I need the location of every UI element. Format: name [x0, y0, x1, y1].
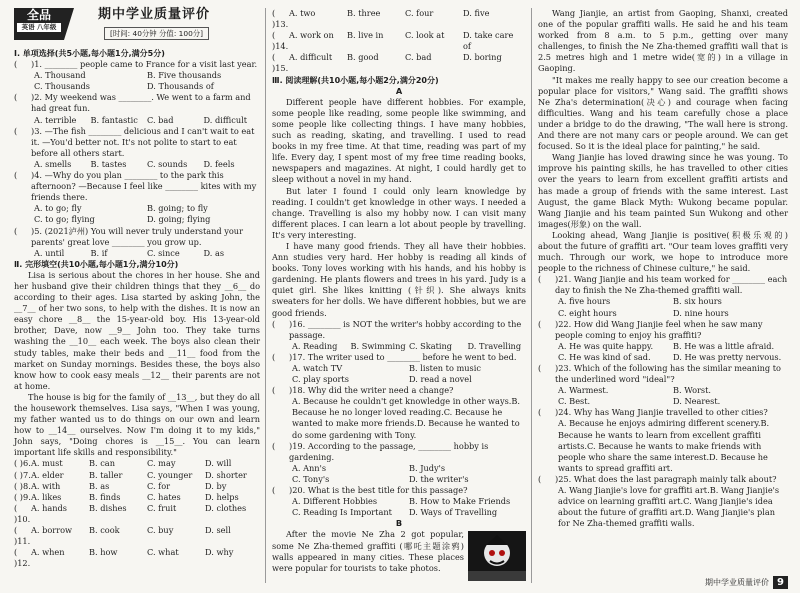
- answer-option: A. must: [31, 458, 63, 469]
- answer-option: C. play sports: [292, 374, 349, 385]
- answer-option: D. Wang Jianjie's plan for Ne Zha-themed graffiti walls.: [558, 507, 776, 529]
- question-number: )2.: [31, 92, 43, 103]
- answer-option: D. why: [205, 547, 234, 558]
- option-group: [14, 159, 260, 170]
- cloze-options: [272, 8, 526, 75]
- answer-option: A. Reading: [292, 340, 338, 351]
- answer-option: A. smells: [34, 158, 72, 169]
- question-text: Why did the writer need a change?: [307, 385, 454, 396]
- question-number-text: )12.: [14, 558, 31, 569]
- question-number: )21.: [555, 274, 572, 285]
- option-group: [272, 496, 526, 518]
- answer-option: D. He was pretty nervous.: [673, 351, 782, 362]
- answer-bracket[interactable]: (: [538, 407, 542, 418]
- answer-option: C. hates: [147, 491, 181, 502]
- answer-option: B. six hours: [673, 296, 722, 307]
- passage-paragraph: "It makes me really happy to see our creation become a popular place for visitors," Wang said. The graffiti shows Ne Zha's determination(决心) and courage when facing difficulties. Wang and his team carefully chose a place under a bridge to do the drawing, "The wall here is strong. And there are not many cars or people around. We can get focused. So it is the ideal place for painting," he said.: [538, 74, 788, 152]
- answer-option: D. Because he wants to spread graffiti art.: [558, 451, 768, 473]
- question-text: ________ people came to France for a visit last year.: [44, 59, 258, 70]
- question-number-text: )6.: [19, 458, 31, 469]
- answer-option: A. to go; fly: [34, 203, 82, 214]
- answer-option: D. read a novel: [409, 374, 472, 385]
- answer-option: B. three: [347, 8, 381, 18]
- question-body: [289, 352, 516, 363]
- answer-option: B. Wang Jianjie's advice on learning graffiti art.: [558, 485, 780, 507]
- answer-option: A. work on: [289, 30, 334, 41]
- question-number-text: )7.: [19, 469, 31, 480]
- page-title: 期中学业质量评价: [98, 7, 211, 22]
- cloze-option-row: [272, 8, 526, 30]
- answer-option: B. How to Make Friends: [409, 496, 511, 507]
- question-number-text: )9.: [19, 491, 31, 502]
- question-number: )17.: [289, 351, 306, 362]
- question-number: (: [272, 30, 276, 41]
- answer-bracket[interactable]: [272, 52, 289, 74]
- question-number: (: [14, 491, 20, 502]
- question-item: [538, 407, 788, 418]
- answer-option: C. Reading Is Important: [292, 507, 392, 518]
- brand-logo: 全品 英语 八年级: [14, 8, 64, 40]
- question-item: [272, 385, 526, 396]
- answer-option: C. bad: [405, 52, 432, 63]
- cloze-option-row: [14, 470, 260, 481]
- answer-option: D. helps: [205, 491, 239, 502]
- question-item: [538, 274, 788, 296]
- answer-option: D. the writer's: [409, 473, 469, 484]
- question-item: [14, 226, 260, 248]
- cloze-option-row: [272, 30, 526, 52]
- question-number: (: [14, 458, 20, 469]
- question-body: [555, 407, 768, 418]
- answer-option: B. how: [89, 547, 118, 558]
- question-body: [289, 441, 526, 463]
- question-text: —The fish ________ delicious and I can't wait to eat it. —You'd better not. It's not polite to start to eat before all others start.: [31, 125, 255, 158]
- answer-option: B. if: [90, 247, 108, 258]
- question-number: )25.: [555, 473, 572, 484]
- answer-option: C. younger: [147, 469, 193, 480]
- question-text: What is the best title for this passage?: [307, 485, 468, 496]
- section-title: Ⅲ. 阅读理解(共10小题,每小题2分,满分20分): [272, 75, 439, 85]
- option-group: [14, 70, 260, 92]
- question-body: [555, 474, 777, 485]
- question-number-text: )10.: [14, 513, 31, 524]
- answer-option: B. finds: [89, 491, 121, 502]
- cloze-option-row: [14, 525, 260, 547]
- passage-paragraph: After the movie Ne Zha 2 got popular, some Ne Zha-themed graffiti (哪吒主题涂鸦) walls appeared in many cities. These places were popular for tourists to take photos.: [272, 529, 464, 573]
- answer-option: C. four: [405, 8, 434, 18]
- question-number: (: [14, 502, 18, 513]
- question-number: )1.: [31, 59, 43, 70]
- question-number: )24.: [555, 407, 572, 418]
- answer-bracket[interactable]: (: [538, 274, 542, 285]
- answer-option: D. going; flying: [147, 214, 211, 225]
- question-number-text: )13.: [272, 19, 289, 30]
- answer-option: A. five hours: [558, 296, 611, 307]
- question-list: [538, 274, 788, 529]
- question-number: (: [14, 525, 18, 536]
- question-number: (: [14, 469, 20, 480]
- question-body: [31, 170, 260, 203]
- answer-option: A. borrow: [31, 525, 73, 536]
- answer-bracket[interactable]: (: [272, 485, 276, 496]
- answer-bracket[interactable]: (: [272, 318, 276, 329]
- answer-bracket[interactable]: [14, 525, 31, 547]
- answer-option: A. Warmest.: [558, 385, 609, 396]
- question-body: [555, 363, 788, 385]
- cloze-option-row: [14, 492, 260, 503]
- column-divider: [265, 8, 266, 583]
- answer-bracket[interactable]: (: [14, 59, 18, 70]
- passage-paragraph: But later I found I could only learn knowledge by reading. I couldn't get knowledge in other ways. I needed a change. Travelling is also my hobby now. I can visit many different places. I can learn a lot about people by travelling. It's very interesting.: [272, 185, 526, 240]
- question-text: How did Wang Jianjie feel when he saw many people coming to enjoy his graffiti?: [555, 318, 763, 340]
- answer-bracket[interactable]: (: [538, 318, 542, 329]
- passage-paragraph: Different people have different hobbies. For example, some people like reading, some people like swimming, and some people like collecting things. I have many hobbies, such as reading, skating, and travelling. I used to read books in my free time. At that time, reading was part of my life. Every day, I spent most of my free time reading books, newspapers and magazines. At night, I could hardly get to sleep without a novel in my hand.: [272, 96, 526, 185]
- answer-option: D. feels: [203, 158, 235, 169]
- question-item: [538, 474, 788, 485]
- answer-option: C. since: [147, 247, 180, 258]
- answer-option: A. until: [34, 247, 65, 258]
- answer-option: B. going; to fly: [147, 203, 208, 214]
- answer-bracket[interactable]: [14, 547, 31, 569]
- answer-option: D. boring: [463, 52, 502, 63]
- answer-option: A. with: [31, 480, 61, 491]
- answer-bracket[interactable]: (: [14, 225, 18, 236]
- question-item: [14, 126, 260, 159]
- question-body: [555, 274, 788, 296]
- question-text: The writer used to ________ before he went to bed.: [307, 351, 517, 362]
- answer-option: B. Five thousands: [147, 70, 222, 81]
- answer-bracket[interactable]: [14, 481, 31, 492]
- answer-option: B. fantastic: [90, 114, 138, 125]
- question-item: [272, 319, 526, 341]
- answer-option: D. as: [203, 247, 225, 258]
- question-text: (2021泸州) You will never truly understand your parents' great love ________ you grow up.: [31, 225, 243, 247]
- option-group: [538, 341, 788, 363]
- question-body: [555, 319, 788, 341]
- question-body: [31, 92, 260, 114]
- answer-option: B. Because he wants to learn from excellent graffiti artists.: [558, 418, 770, 451]
- answer-option: C. what: [147, 547, 179, 558]
- cloze-option-row: [272, 52, 526, 74]
- passage-paragraph: I have many good friends. They all have their hobbies. Ann studies very hard. Her hobby is reading all kinds of books. Tony loves working with his hands, and his hobby is gardening. He plants flowers and trees in his yard. Judy is a quiet girl. She likes knitting (针织). She always knits sweaters for her dolls. We have different hobbies, but we are good friends.: [272, 240, 526, 318]
- question-number: )19.: [289, 440, 306, 451]
- question-number: (: [14, 480, 20, 491]
- answer-option: D. will: [205, 458, 232, 469]
- answer-option: A. elder: [31, 469, 64, 480]
- question-item: [272, 485, 526, 496]
- page-footer: [705, 576, 788, 589]
- answer-option: A. Because he couldn't get knowledge in other ways.: [292, 396, 512, 407]
- answer-option: A. He was quite happy.: [558, 340, 654, 351]
- question-number: (: [272, 52, 276, 63]
- question-number-text: )11.: [14, 536, 31, 547]
- question-number: (: [272, 8, 276, 18]
- answer-option: C. buy: [147, 525, 174, 536]
- answer-option: B. Judy's: [409, 462, 446, 473]
- answer-option: B. live in: [347, 30, 384, 41]
- answer-option: C. Wang Jianjie's idea about the future of graffiti art.: [558, 496, 773, 518]
- answer-option: A. terrible: [34, 114, 77, 125]
- cloze-option-row: [14, 547, 260, 569]
- question-number: )4.: [31, 170, 43, 181]
- question-body: [31, 126, 260, 159]
- question-text: My weekend was ________. We went to a farm and had great fun.: [31, 92, 251, 114]
- section-title: Ⅰ. 单项选择(共5小题,每小题1分,满分5分): [14, 49, 165, 58]
- answer-option: C. for: [147, 480, 171, 491]
- answer-option: B. Swimming: [350, 340, 406, 351]
- passage-paragraph: Wang Jianjie, an artist from Gaoping, Shanxi, created one of the popular graffiti walls. He said he and his team worked from 8 a.m. to 5 p.m., getting over many challenges, to finish the Ne Zha-themed graffiti wall that is 2.5 metres high and 1 metre wide(宽的) in a village in Gaoping.: [538, 8, 788, 74]
- answer-option: D. by: [205, 480, 227, 491]
- passage-label: B: [395, 518, 403, 529]
- answer-option: B. He was a little afraid.: [673, 340, 775, 351]
- option-group: [538, 385, 788, 407]
- answer-option: A. Thousand: [34, 70, 86, 81]
- question-text: What does the last paragraph mainly talk about?: [573, 473, 777, 484]
- question-text: ________ is NOT the writer's hobby according to the passage.: [289, 318, 522, 340]
- answer-option: D. five: [463, 8, 490, 18]
- question-item: [14, 92, 260, 114]
- answer-bracket[interactable]: [14, 503, 31, 525]
- answer-option: C. eight hours: [558, 307, 617, 318]
- question-number: )16.: [289, 318, 306, 329]
- option-group: [14, 115, 260, 126]
- answer-option: C. look at: [405, 30, 445, 41]
- option-group: [14, 203, 260, 225]
- answer-option: D. clothes: [205, 502, 247, 513]
- question-item: [272, 352, 526, 363]
- question-number: )18.: [289, 385, 306, 396]
- cloze-paragraph: The house is big for the family of __13__, but they do all the housework themselves. Lisa says, "When I was young, my father wanted us to do things on our own and learn how to __14__ ourselves. Now I'm doing it to my kids," John says, "Doing chores is __15__. You can learn important life skills and responsibility.": [14, 391, 260, 458]
- answer-bracket[interactable]: [14, 492, 31, 503]
- question-item: [14, 59, 260, 70]
- passage-paragraph: Looking ahead, Wang Jianjie is positive(积极乐观的) about the future of graffiti art. "Our team loves graffiti very much. Through our work, we hope to introduce more people to the richness of Chinese culture," he said.: [538, 229, 788, 274]
- question-number: (: [14, 547, 18, 558]
- question-text: According to the passage, ________ hobby is gardening.: [289, 440, 489, 462]
- answer-bracket[interactable]: (: [272, 351, 276, 362]
- answer-bracket[interactable]: [14, 470, 31, 481]
- question-list: [272, 319, 526, 519]
- answer-option: A. watch TV: [292, 363, 343, 373]
- answer-option: C. bad: [147, 114, 174, 125]
- answer-option: C. Skating: [409, 340, 453, 351]
- answer-option: C. He was kind of sad.: [558, 351, 651, 362]
- question-number: )23.: [555, 363, 572, 373]
- cloze-option-row: [14, 503, 260, 525]
- question-item: [538, 363, 788, 385]
- column-divider: [531, 8, 532, 583]
- question-text: Which of the following has the similar meaning to the underlined word "ideal"?: [555, 363, 781, 385]
- answer-option: D. nine hours: [673, 307, 729, 318]
- answer-option: D. Nearest.: [673, 396, 721, 407]
- column-2: [272, 8, 526, 581]
- column-3: [538, 8, 788, 529]
- answer-bracket[interactable]: [272, 8, 289, 30]
- answer-option: B. can: [89, 458, 115, 469]
- answer-bracket[interactable]: (: [538, 363, 542, 373]
- question-number: )22.: [555, 318, 572, 329]
- answer-option: B. listen to music: [409, 363, 481, 373]
- answer-option: C. Because he wants to make friends with people who share the same interest.: [558, 440, 762, 462]
- question-number: )5.: [31, 225, 43, 236]
- answer-option: B. Because he no longer loved reading.: [292, 396, 520, 418]
- question-body: [31, 226, 260, 248]
- answer-option: C. Because he wanted to make more friends.: [292, 407, 503, 429]
- answer-option: C. may: [147, 458, 176, 469]
- option-group: [272, 396, 526, 440]
- page-number: 9: [773, 576, 788, 589]
- answer-option: D. take care of: [463, 30, 514, 52]
- answer-option: D. sell: [205, 525, 231, 536]
- question-number: )20.: [289, 485, 306, 496]
- answer-bracket[interactable]: (: [14, 125, 18, 136]
- answer-bracket[interactable]: (: [538, 473, 542, 484]
- question-item: [14, 170, 260, 203]
- option-group: [538, 296, 788, 318]
- section-title: Ⅱ. 完形填空(共10小题,每小题1分,满分10分): [14, 259, 179, 269]
- answer-option: C. to go; flying: [34, 214, 95, 225]
- option-group: [538, 418, 788, 473]
- question-body: [31, 59, 257, 70]
- answer-option: A. hands: [31, 502, 67, 513]
- question-list: [14, 59, 260, 259]
- option-group: [14, 248, 260, 259]
- answer-bracket[interactable]: (: [272, 440, 276, 451]
- answer-bracket[interactable]: [14, 458, 31, 469]
- footer-label: 期中学业质量评价: [705, 578, 770, 587]
- question-item: [272, 441, 526, 463]
- graffiti-photo: [468, 531, 526, 581]
- answer-option: C. sounds: [147, 158, 188, 169]
- cloze-options: [14, 458, 260, 569]
- answer-option: A. difficult: [289, 52, 333, 63]
- cloze-option-row: [14, 458, 260, 469]
- page-header: [14, 8, 260, 48]
- answer-option: B. Worst.: [673, 385, 712, 396]
- answer-bracket[interactable]: [272, 30, 289, 52]
- question-body: [289, 485, 468, 496]
- answer-bracket[interactable]: (: [272, 385, 276, 396]
- answer-option: B. good: [347, 52, 379, 63]
- answer-option: B. taller: [89, 469, 123, 480]
- answer-option: D. shorter: [205, 469, 247, 480]
- answer-option: B. cook: [89, 525, 120, 536]
- answer-option: C. fruit: [147, 502, 177, 513]
- cloze-paragraph: Lisa is serious about the chores in her house. She and her husband give their children things that they __6__ do according to their ages. Lisa started by asking John, the __7__ of her two sons, to help with the dishes. It is now an easy chore __8__ the 15-year-old boy. His 13-year-old brother, Dave, now __9__ John too. They take turns washing the __10__ each week. The boys also clean their study tables, make their beds and __11__ food from the market on Sunday mornings. Besides these, the boys also know how to cook easy meals __12__ their parents are not at home.: [14, 269, 260, 391]
- column-1: [14, 8, 260, 569]
- answer-option: C. Tony's: [292, 473, 330, 484]
- answer-option: C. Thousands: [34, 81, 90, 92]
- option-group: [272, 463, 526, 485]
- answer-option: D. Ways of Travelling: [409, 507, 498, 518]
- answer-bracket[interactable]: (: [14, 92, 18, 103]
- question-item: [538, 319, 788, 341]
- option-group: [538, 485, 788, 529]
- answer-option: A. Ann's: [292, 462, 327, 473]
- cloze-option-row: [14, 481, 260, 492]
- question-body: [289, 385, 453, 396]
- answer-option: D. Thousands of: [147, 81, 214, 92]
- answer-option: B. tastes: [90, 158, 127, 169]
- question-number-text: )15.: [272, 63, 289, 74]
- answer-bracket[interactable]: (: [14, 170, 18, 181]
- answer-option: B. as: [89, 480, 110, 491]
- passage-paragraph: Wang Jianjie has loved drawing since he was young. To improve his painting skills, he has travelled to other cities over the years to learn from excellent graffiti artists and has made a group of friends with the same interest. Last August, the game Black Myth: Wukong became popular. Wang Jianjie and his team painted Sun Wukong and other images(形象) on the wall.: [538, 152, 788, 229]
- question-number-text: )14.: [272, 41, 289, 52]
- answer-option: A. two: [289, 8, 316, 18]
- answer-option: C. Best.: [558, 396, 591, 407]
- answer-option: A. Because he enjoys admiring different scenery.: [558, 418, 761, 429]
- option-group: [272, 363, 526, 385]
- exam-meta: [时间: 40分钟 分值: 100分]: [104, 27, 209, 40]
- question-number-text: )8.: [19, 480, 31, 491]
- passage-label: A: [395, 85, 403, 96]
- answer-option: A. when: [31, 547, 65, 558]
- answer-option: A. Wang Jianjie's love for graffiti art.: [558, 485, 710, 496]
- question-number: )3.: [31, 125, 43, 136]
- answer-option: B. dishes: [89, 502, 127, 513]
- answer-option: A. likes: [31, 491, 62, 502]
- answer-option: D. difficult: [203, 114, 248, 125]
- answer-option: D. Travelling: [467, 340, 522, 351]
- answer-option: D. Because he wanted to do some gardening with Tony.: [292, 418, 520, 440]
- question-body: [289, 319, 526, 341]
- question-text: —Why do you plan ________ to the park this afternoon? —Because I feel like ________ kites with my friends there.: [31, 170, 257, 203]
- answer-option: A. Different Hobbies: [292, 496, 378, 507]
- question-text: Why has Wang Jianjie travelled to other cities?: [573, 407, 768, 418]
- question-text: Wang Jianjie and his team worked for ________ each day to finish the Ne Zha-themed graffiti wall.: [555, 274, 788, 296]
- option-group: [272, 341, 526, 352]
